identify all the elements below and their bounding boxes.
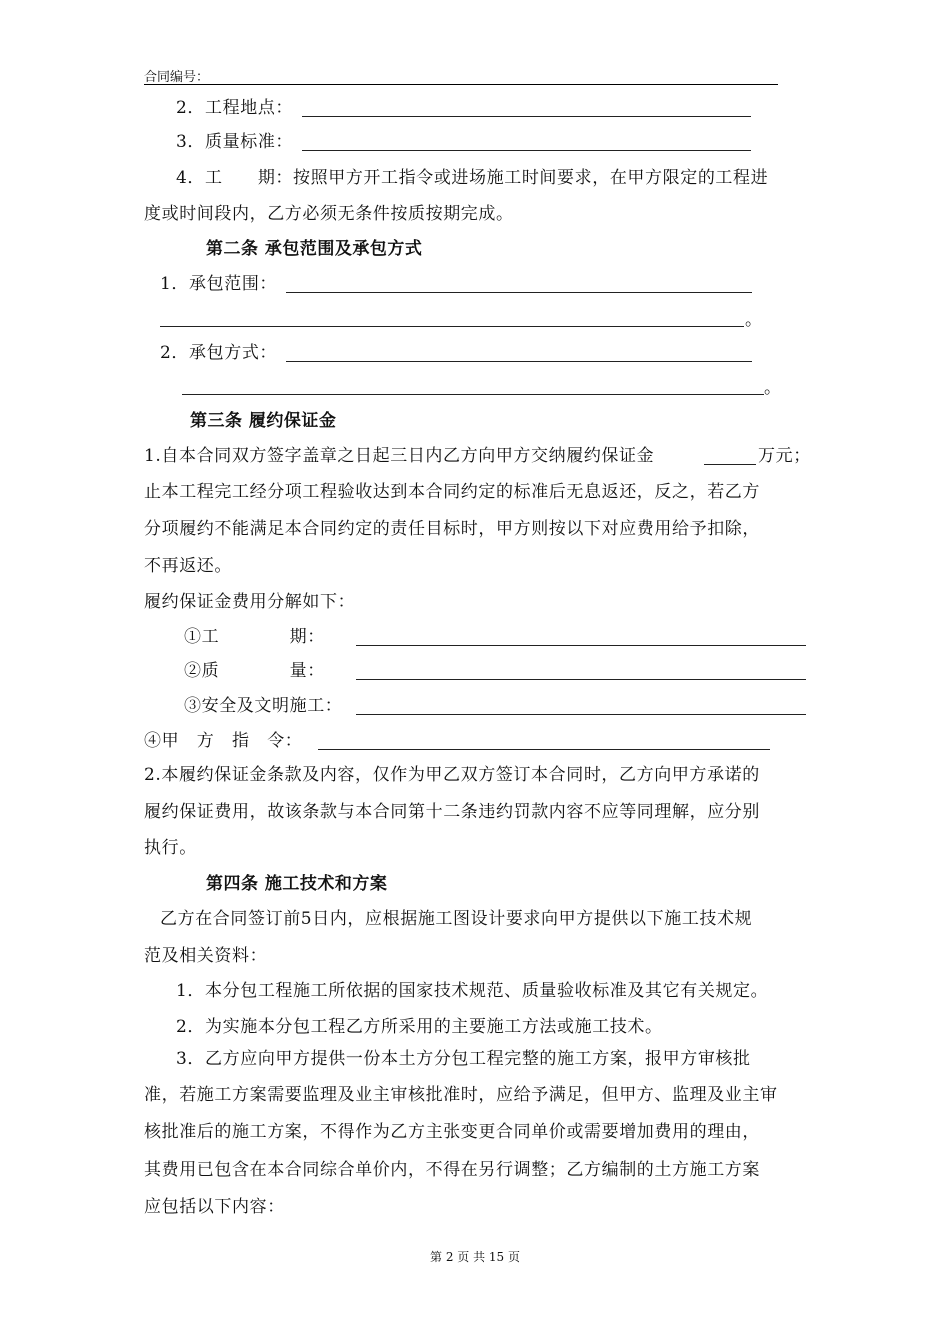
article-4-title: 第四条 施工技术和方案 bbox=[206, 874, 388, 894]
tech-item-2: 2．为实施本分包工程乙方所采用的主要施工方法或施工技术。 bbox=[176, 1017, 663, 1037]
tech-item-3-line-5: 应包括以下内容： bbox=[144, 1197, 285, 1217]
method-blank-2 bbox=[182, 394, 764, 395]
breakdown-instruction-blank bbox=[318, 749, 770, 750]
quality-standard-blank bbox=[302, 150, 751, 151]
deposit-p2-line-2: 履约保证费用，故该条款与本合同第十二条违约罚款内容不应等同理解，应分别 bbox=[144, 802, 760, 822]
duration-line-1: 4．工 期：按照甲方开工指令或进场施工时间要求，在甲方限定的工程进 bbox=[176, 168, 769, 188]
tech-item-3-line-1: 3．乙方应向甲方提供一份本土方分包工程完整的施工方案，报甲方审核批 bbox=[176, 1049, 751, 1069]
scope-blank-2 bbox=[160, 326, 744, 327]
deposit-p1-line-3: 分项履约不能满足本合同约定的责任目标时，甲方则按以下对应费用给予扣除， bbox=[144, 519, 760, 539]
deposit-amount-blank bbox=[704, 464, 756, 465]
tech-intro-line-2: 范及相关资料： bbox=[144, 946, 268, 966]
page-number: 第 2 页 共 15 页 bbox=[430, 1250, 520, 1264]
tech-item-3-line-4: 其费用已包含在本合同综合单价内，不得在另行调整；乙方编制的土方施工方案 bbox=[144, 1160, 760, 1180]
deposit-p2-line-1: 2.本履约保证金条款及内容，仅作为甲乙双方签订本合同时，乙方向甲方承诺的 bbox=[144, 765, 760, 785]
scope-label: 1．承包范围： bbox=[160, 274, 278, 294]
breakdown-item-safety: ③安全及文明施工： bbox=[184, 696, 343, 716]
breakdown-item-duration: ①工 期： bbox=[184, 627, 325, 647]
tech-intro-line-1: 乙方在合同签订前5日内，应根据施工图设计要求向甲方提供以下施工技术规 bbox=[160, 909, 753, 929]
deposit-p1-line-1a: 1.自本合同双方签字盖章之日起三日内乙方向甲方交纳履约保证金 bbox=[144, 446, 655, 466]
project-location-blank bbox=[302, 116, 751, 117]
method-blank-1 bbox=[286, 361, 752, 362]
scope-blank-1 bbox=[286, 292, 752, 293]
quality-standard-label: 3．质量标准： bbox=[176, 132, 294, 152]
breakdown-title: 履约保证金费用分解如下： bbox=[144, 592, 356, 612]
deposit-p1-line-2: 止本工程完工经分项工程验收达到本合同约定的标准后无息返还，反之，若乙方 bbox=[144, 482, 760, 502]
deposit-p2-line-3: 执行。 bbox=[144, 838, 197, 858]
breakdown-item-instruction: ④甲 方 指 令： bbox=[144, 731, 303, 751]
duration-line-2: 度或时间段内，乙方必须无条件按质按期完成。 bbox=[144, 204, 514, 224]
article-2-title: 第二条 承包范围及承包方式 bbox=[206, 239, 423, 259]
breakdown-item-quality: ②质 量： bbox=[184, 661, 325, 681]
method-period: 。 bbox=[764, 378, 782, 398]
tech-item-3-line-3: 核批准后的施工方案，不得作为乙方主张变更合同单价或需要增加费用的理由， bbox=[144, 1122, 760, 1142]
breakdown-duration-blank bbox=[356, 645, 806, 646]
header-rule bbox=[144, 84, 778, 85]
deposit-p1-line-4: 不再返还。 bbox=[144, 556, 232, 576]
breakdown-safety-blank bbox=[356, 714, 806, 715]
scope-period: 。 bbox=[745, 310, 763, 330]
deposit-p1-line-1b: 万元； bbox=[758, 446, 811, 466]
tech-item-3-line-2: 准，若施工方案需要监理及业主审核批准时，应给予满足，但甲方、监理及业主审 bbox=[144, 1085, 778, 1105]
tech-item-1: 1．本分包工程施工所依据的国家技术规范、质量验收标准及其它有关规定。 bbox=[176, 981, 769, 1001]
article-3-title: 第三条 履约保证金 bbox=[190, 411, 337, 431]
method-label: 2．承包方式： bbox=[160, 343, 278, 363]
project-location-label: 2．工程地点： bbox=[176, 98, 294, 118]
breakdown-quality-blank bbox=[356, 679, 806, 680]
contract-number-label: 合同编号： bbox=[144, 70, 210, 85]
